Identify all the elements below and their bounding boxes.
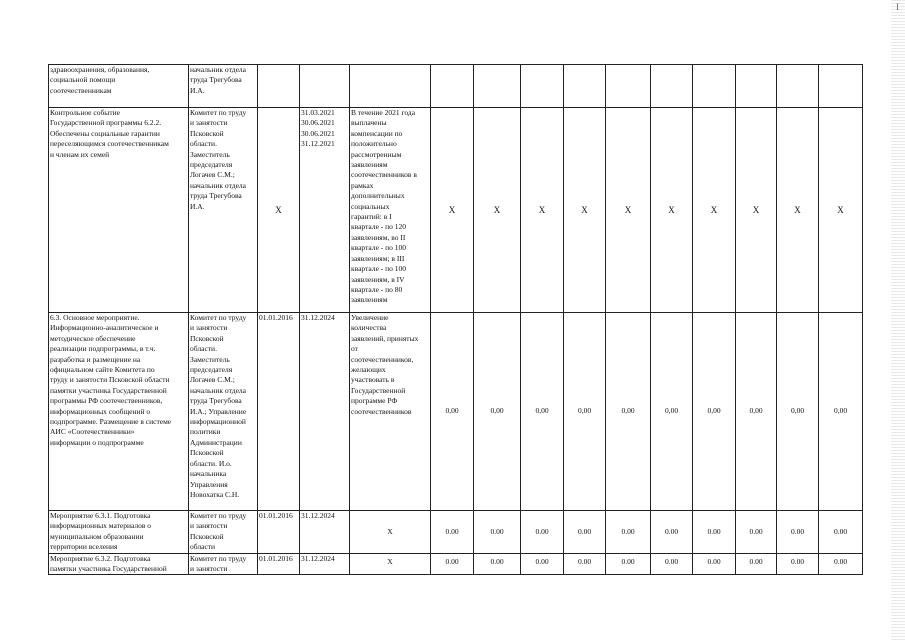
value-cell: 0.00 [564,511,606,554]
value-cell: 0.00 [564,553,606,575]
activity-name: Мероприятие 6.3.2. Подготовка памятки участника Государственной [49,553,189,575]
executor: Комитет по труду и занятости [189,553,258,575]
end-dates: 31.03.2021 30.06.2021 30.06.2021 31.12.2021 [300,108,350,313]
value-cell: 0.00 [693,553,736,575]
executor: Комитет по труду и занятости Псковской области. Заместитель председателя Логачев С.М.; начальник отдела труда Трегубова И.А.; Управление информационной политики Администрации Псковской области. И.о. начальника Управления Новохатка С.Н. [189,313,258,511]
value-cell: 0.00 [777,553,819,575]
value-cell [606,65,651,108]
value-cell: Х [521,108,564,313]
activity-name: Контрольное событие Государственной программы 6.2.2. Обеспечены социальные гарантии переселяющимся соотечественникам и членам их семей [49,108,189,313]
value-cell: 0,00 [431,313,474,511]
value-cell: Х [651,108,693,313]
executor: Комитет по труду и занятости Псковской области [189,511,258,554]
value-cell: 0.00 [819,553,863,575]
value-cell [651,65,693,108]
value-cell: 0.00 [606,553,651,575]
value-cell [819,65,863,108]
value-cell [474,65,521,108]
value-cell: 0.00 [431,553,474,575]
value-cell: Х [431,108,474,313]
value-cell: 0,00 [474,313,521,511]
executor: начальник отдела труда Трегубова И.А. [189,65,258,108]
value-cell: 0,00 [693,313,736,511]
end-date: 31.12.2024 [300,553,350,575]
program-table [48,64,863,575]
expected-result: Х [350,511,431,554]
value-cell: 0.00 [819,511,863,554]
corner-mark: I [896,2,899,12]
end-date: 31.12.2024 [300,313,350,511]
value-cell: Х [736,108,777,313]
value-cell [777,65,819,108]
value-cell: 0,00 [819,313,863,511]
expected-result [350,65,431,108]
table-row [49,511,863,554]
expected-result: Х [350,553,431,575]
value-cell: Х [606,108,651,313]
value-cell: Х [819,108,863,313]
value-cell: 0,00 [564,313,606,511]
value-cell: 0,00 [777,313,819,511]
value-cell: 0.00 [474,511,521,554]
value-cell: 0.00 [521,511,564,554]
value-cell: 0.00 [651,553,693,575]
value-cell: 0.00 [474,553,521,575]
activity-name: здравоохранения, образования, социальной помощи соотечественникам [49,65,189,108]
value-cell [431,65,474,108]
end-date [300,65,350,108]
start-date: 01.01.2016 [258,511,300,554]
value-cell: Х [474,108,521,313]
value-cell: 0.00 [736,511,777,554]
value-cell: 0,00 [606,313,651,511]
table-row [49,553,863,575]
value-cell: 0.00 [606,511,651,554]
value-cell: Х [564,108,606,313]
value-cell: 0.00 [693,511,736,554]
table-row [49,313,863,511]
value-cell: 0.00 [651,511,693,554]
expected-result: Увеличение количества заявлений, принятых от соотечественников, желающих участвовать в Государственной программе РФ соотечественников [350,313,431,511]
start-date: 01.01.2016 [258,553,300,575]
expected-result: В течение 2021 года выплачены компенсации по положительно рассмотренным заявлениям соотечественников в рамках дополнительных социальных гарантий: в I квартале - по 120 заявлениям, во II квартале - по 100 заявлениям; в III квартале - по 100 заявлениям, в IV квартале - по 80 заявлениям [350,108,431,313]
value-cell: 0.00 [777,511,819,554]
start-date: 01.01.2016 [258,313,300,511]
scan-edge-noise [891,0,905,640]
end-date: 31.12.2024 [300,511,350,554]
start-date [258,65,300,108]
value-cell [564,65,606,108]
start-date-x: Х [258,108,300,313]
value-cell: 0.00 [521,553,564,575]
value-cell: 0.00 [431,511,474,554]
activity-name: Мероприятие 6.3.1. Подготовка информационных материалов о муниципальном образовании территории вселения [49,511,189,554]
value-cell: 0,00 [736,313,777,511]
value-cell: 0.00 [736,553,777,575]
value-cell [521,65,564,108]
activity-name: 6.3. Основное мероприятие. Информационно-аналитическое и методическое обеспечение реализации подпрограммы, в т.ч. разработка и размещение на официальном сайте Комитета по труду и занятости Псковской области памятки участника Государственной программы РФ соотечественников, информационных сообщений о подпрограмме. Размещение в системе АИС «Соотечественники» информации о подпрограмме [49,313,189,511]
value-cell [736,65,777,108]
value-cell [693,65,736,108]
value-cell: Х [777,108,819,313]
value-cell: 0,00 [521,313,564,511]
table-row [49,65,863,108]
value-cell: 0,00 [651,313,693,511]
value-cell: Х [693,108,736,313]
table-row [49,108,863,313]
executor: Комитет по труду и занятости Псковской области. Заместитель председателя Логачев С.М.; начальник отдела труда Трегубова И.А. [189,108,258,313]
